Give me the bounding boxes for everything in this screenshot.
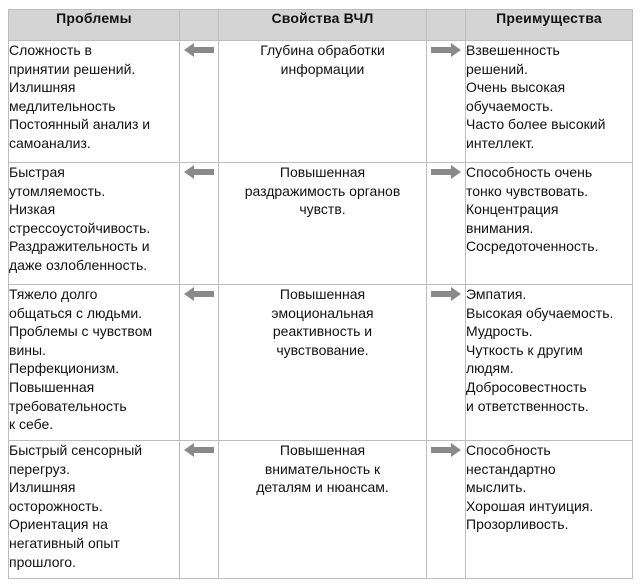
advantages-cell: [466, 285, 633, 441]
problems-cell: [9, 441, 180, 579]
arrow-cell-left: [180, 41, 219, 163]
problems-cell: [9, 285, 180, 441]
table-row: [9, 441, 633, 579]
arrow-cell-left: [180, 441, 219, 579]
problems-text: Сложность в принятии решений. Излишняя медлительность Постоянный анализ и самоанализ.: [9, 42, 151, 151]
property-text: Повышенная раздражимость органов чувств.: [244, 164, 401, 218]
header-gap-left: [180, 10, 219, 41]
arrow-cell-left: [180, 285, 219, 441]
header-advantages: Преимущества: [466, 10, 633, 41]
arrow-cell-right: [427, 163, 466, 285]
header-properties: Свойства ВЧЛ: [219, 10, 427, 41]
property-cell: [219, 41, 427, 163]
arrow-right-icon: [431, 442, 461, 458]
advantages-text: Способность нестандартно мыслить. Хорошая интуиция. Прозорливость.: [466, 442, 594, 533]
advantages-text: Эмпатия. Высокая обучаемость. Мудрость. Чуткость к другим людям. Добросовестность и ответственность.: [466, 286, 614, 414]
advantages-cell: [466, 163, 633, 285]
property-cell: [219, 441, 427, 579]
arrow-left-icon: [184, 42, 214, 58]
property-cell: [219, 285, 427, 441]
header-problems: Проблемы: [9, 10, 180, 41]
arrow-cell-right: [427, 285, 466, 441]
problems-text: Тяжело долго общаться с людьми. Проблемы с чувством вины. Перфекционизм. Повышенная требовательность к себе.: [9, 286, 153, 433]
arrow-right-icon: [431, 42, 461, 58]
arrow-cell-right: [427, 441, 466, 579]
property-text: Повышенная внимательность к деталям и нюансам.: [256, 442, 389, 496]
problems-text: Быстрая утомляемость. Низкая стрессоустойчивость. Раздражительность и даже озлобленность.: [9, 164, 151, 273]
property-text: Глубина обработки информации: [260, 42, 385, 77]
header-gap-right: [427, 10, 466, 41]
advantages-text: Способность очень тонко чувствовать. Концентрация внимания. Сосредоточенность.: [466, 164, 599, 255]
arrow-left-icon: [184, 442, 214, 458]
property-cell: [219, 163, 427, 285]
advantages-cell: [466, 441, 633, 579]
problems-cell: [9, 41, 180, 163]
problems-text: Быстрый сенсорный перегруз. Излишняя осторожность. Ориентация на негативный опыт прошлого.: [9, 442, 143, 570]
comparison-table: [8, 9, 633, 579]
table-row: [9, 163, 633, 285]
arrow-left-icon: [184, 164, 214, 180]
arrow-right-icon: [431, 164, 461, 180]
property-text: Повышенная эмоциональная реактивность и чувствование.: [271, 286, 374, 358]
header-row: [9, 10, 633, 41]
table-row: [9, 285, 633, 441]
problems-cell: [9, 163, 180, 285]
table-row: [9, 41, 633, 163]
advantages-cell: [466, 41, 633, 163]
arrow-left-icon: [184, 286, 214, 302]
arrow-cell-left: [180, 163, 219, 285]
arrow-cell-right: [427, 41, 466, 163]
advantages-text: Взвешенность решений. Очень высокая обучаемость. Часто более высокий интеллект.: [466, 42, 606, 151]
arrow-right-icon: [431, 286, 461, 302]
